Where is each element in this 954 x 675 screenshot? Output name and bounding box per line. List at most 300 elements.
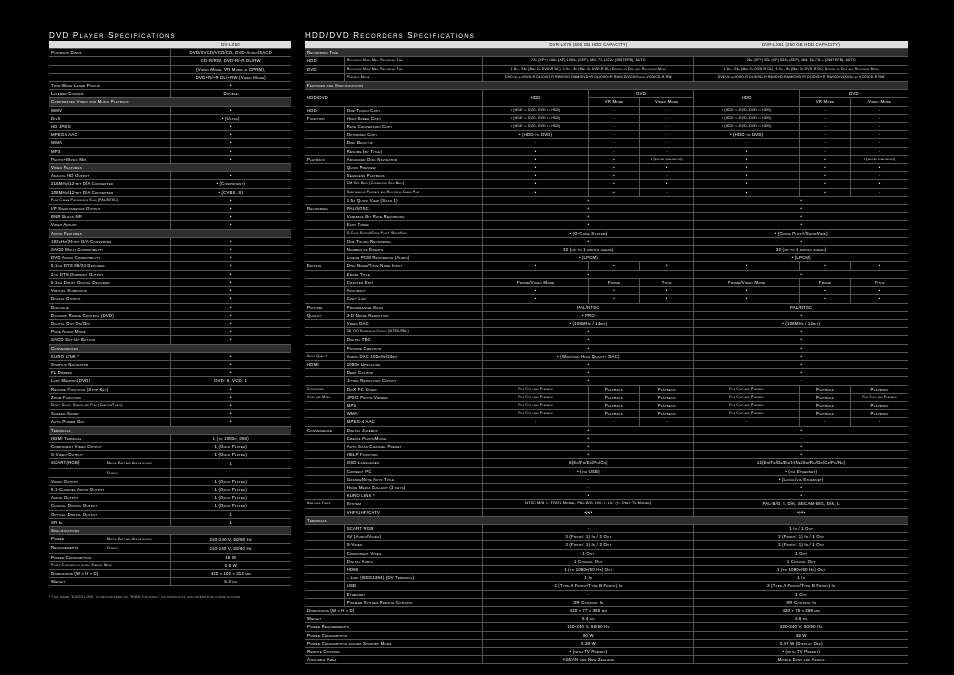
spec-label: Power Consumption during Standby Mode — [49, 561, 170, 569]
spec-value: • — [170, 131, 291, 139]
table-row — [305, 557, 908, 565]
spec-label: Audio Output — [49, 494, 170, 502]
spec-value: • — [483, 434, 694, 442]
spec-value: • — [483, 155, 589, 163]
section-header: Video Features — [49, 164, 291, 172]
spec-label: S-Video Output — [49, 451, 170, 459]
spec-value: • — [694, 196, 908, 204]
feature-label: Dimensions (W x H x D) — [305, 607, 483, 615]
feature-label: AV (Audio/Video) — [344, 533, 483, 541]
table-row — [305, 418, 908, 426]
spec-value: • — [483, 369, 694, 377]
spec-value: - — [799, 114, 850, 122]
col-header-vr: VR Mode — [799, 98, 850, 106]
spec-value: • (HDD to DVD, DVD to HDD) — [694, 123, 800, 131]
spec-value: Playback — [799, 393, 850, 401]
feature-label: Quick Preview — [344, 164, 483, 172]
spec-label-sub: Middle East and Africa models — [106, 537, 153, 542]
spec-label: Component Video Output — [49, 442, 170, 450]
table-row — [49, 578, 291, 586]
spec-value: • (with TV Preset) — [694, 648, 908, 656]
spec-value: • — [588, 155, 639, 163]
col-header-hdd: HDD — [694, 90, 800, 106]
group-label — [305, 295, 344, 303]
spec-value: • — [588, 180, 639, 188]
spec-value: • — [694, 270, 908, 278]
table-row — [49, 319, 291, 327]
table-row — [49, 205, 291, 213]
table-row — [305, 172, 908, 180]
spec-value: • — [483, 180, 589, 188]
spec-label: HDMI Terminal — [49, 434, 170, 442]
spec-value: • — [483, 172, 589, 180]
spec-value: - — [588, 114, 639, 122]
spec-value: - — [588, 131, 639, 139]
feature-label: HELP Function — [344, 451, 483, 459]
spec-value: - — [851, 172, 908, 180]
spec-value: • — [483, 328, 694, 336]
table-row — [49, 459, 291, 468]
spec-value: 1 (Gold Plated) — [170, 502, 291, 510]
table-row — [305, 377, 908, 385]
spec-value: • — [694, 287, 800, 295]
feature-label: Home Media Gallery (3 keys) — [344, 483, 483, 491]
table-row — [49, 155, 291, 163]
group-label — [305, 237, 344, 245]
table-row — [49, 106, 291, 114]
group-label — [305, 549, 344, 557]
col-header-hdd: HDD — [483, 90, 589, 106]
spec-value: 1 Out — [694, 549, 908, 557]
table-row — [305, 352, 908, 360]
group-label — [305, 377, 344, 385]
spec-value — [170, 468, 291, 477]
spec-value: • — [483, 442, 694, 450]
feature-label: Audio DAC 192kHz/24bit — [344, 352, 483, 360]
table-row — [305, 131, 908, 139]
table-row — [49, 385, 291, 393]
spec-value: • — [170, 336, 291, 344]
feature-label: Linear PCM Recording (Audio) — [344, 254, 483, 262]
spec-value: • — [851, 164, 908, 172]
dvd-player-spec-table — [49, 41, 291, 586]
table-row — [305, 451, 908, 459]
spec-value: • — [694, 426, 908, 434]
spec-value: • — [170, 270, 291, 278]
spec-value: • — [799, 180, 850, 188]
group-label: Function — [305, 114, 344, 122]
table-row — [49, 172, 291, 180]
table-row — [305, 369, 908, 377]
group-label: Compressed — [305, 385, 344, 393]
table-row — [305, 221, 908, 229]
spec-value: Playback — [588, 385, 639, 393]
feature-label: Ethernet — [344, 590, 483, 598]
feature-label: Weight — [305, 615, 483, 623]
spec-value: - — [483, 590, 694, 598]
spec-value: • — [694, 352, 908, 360]
spec-value: 6.4 kg — [483, 615, 694, 623]
feature-label: MPEG-4 AAC — [344, 418, 483, 426]
spec-value: 2 (Front: 1) In / 1 Out — [694, 541, 908, 549]
spec-value: • — [694, 328, 908, 336]
spec-value: • — [588, 172, 639, 180]
col-header-video: Video Mode — [640, 98, 694, 106]
spec-value: - — [799, 139, 850, 147]
table-row — [49, 352, 291, 360]
feature-label: Available Area — [305, 656, 483, 664]
table-row — [49, 90, 291, 98]
table-row — [49, 41, 291, 49]
spec-value: 1 (Gold Plated) — [170, 451, 291, 459]
spec-value: • — [483, 295, 589, 303]
spec-value: - — [694, 434, 908, 442]
spec-value: • (108MHz / 14bit) — [483, 319, 694, 327]
group-label — [305, 508, 344, 516]
spec-value: Playback — [640, 385, 694, 393]
table-row — [305, 508, 908, 516]
spec-value: • — [483, 205, 694, 213]
spec-value: • — [170, 385, 291, 393]
spec-value: 5(En/Fr/Es/Po/Ch) — [483, 459, 694, 467]
feature-label: JPEG Photo Viewer — [344, 393, 483, 401]
feature-label: Auto Scan Channel Preset — [344, 442, 483, 450]
spec-label: WMV — [49, 106, 170, 114]
spec-value: • — [483, 377, 694, 385]
feature-label: Erase Title — [344, 270, 483, 278]
feature-label: S-Video — [344, 541, 483, 549]
spec-value: PAL/NTSC — [483, 303, 694, 311]
spec-value: • — [694, 205, 908, 213]
feature-label: Disc Back-up — [344, 139, 483, 147]
spec-value: 0.6 W — [170, 561, 291, 569]
feature-label: Recording Mode Max. Recording Time — [344, 65, 483, 73]
group-label: HDD/DVD — [305, 90, 483, 106]
group-label — [305, 246, 344, 254]
group-label: Audio Quality — [305, 352, 344, 360]
table-row — [305, 114, 908, 122]
table-row — [49, 401, 291, 409]
feature-label: Power Requirements — [305, 623, 483, 631]
section-header: Recording Time — [305, 49, 908, 57]
table-row — [305, 541, 908, 549]
dvd-player-title: DVD Player Specifications — [49, 31, 176, 40]
table-row — [305, 500, 908, 508]
table-row — [49, 65, 291, 73]
spec-value: 1 Out — [483, 549, 694, 557]
spec-value: - — [588, 147, 639, 155]
spec-value: • — [170, 319, 291, 327]
table-row — [49, 188, 291, 196]
table-row — [49, 196, 291, 204]
spec-label: 2ch DTS Downmix Output — [49, 270, 170, 278]
table-row — [305, 82, 908, 90]
table-row — [305, 155, 908, 163]
table-row — [49, 114, 291, 122]
spec-value: Playback — [588, 393, 639, 401]
spec-value: 1 (to 1080p, 050) — [170, 434, 291, 442]
spec-value: • — [588, 188, 639, 196]
spec-value: • — [170, 221, 291, 229]
table-row — [305, 574, 908, 582]
spec-value: 1 Out — [694, 590, 908, 598]
table-row — [49, 213, 291, 221]
group-label — [305, 221, 344, 229]
table-row — [305, 516, 908, 524]
spec-label-sub: Middle East and Africa models — [106, 461, 153, 466]
group-label: HDD — [305, 106, 344, 114]
table-row — [305, 180, 908, 188]
spec-value: DVD: 5, VCD: 1 — [170, 377, 291, 385]
spec-value: • (via Ethernet) — [694, 467, 908, 475]
table-row — [49, 434, 291, 442]
spec-label: SACD Multi Compatibility — [49, 246, 170, 254]
spec-value: SR Control In — [483, 598, 694, 606]
spec-value: Playback — [851, 410, 908, 418]
spec-value: - — [694, 139, 800, 147]
spec-value: - — [483, 483, 694, 491]
spec-value: - — [588, 123, 639, 131]
feature-label: Chapter Edit — [344, 278, 483, 286]
group-label — [305, 434, 344, 442]
spec-value: - — [588, 418, 639, 426]
table-row — [305, 237, 908, 245]
table-row — [305, 360, 908, 368]
table-row — [49, 237, 291, 245]
feature-label: Advanced Disc Navigator — [344, 155, 483, 163]
spec-value: Playback — [851, 401, 908, 409]
feature-label: Deep Colour — [344, 369, 483, 377]
spec-value: 2 (Type A Front/Type B Front) In — [483, 582, 694, 590]
feature-label: GrandeNote Auto Title — [344, 475, 483, 483]
table-row — [305, 434, 908, 442]
spec-value: Playback — [640, 393, 694, 401]
spec-value: • — [640, 287, 694, 295]
spec-label: Analog HD Output — [49, 172, 170, 180]
spec-value: • (HDD to DVD) — [483, 131, 589, 139]
group-label — [305, 172, 344, 180]
spec-value: • — [694, 180, 800, 188]
feature-label: KURO LINK * — [344, 492, 483, 500]
spec-value: Playback — [640, 410, 694, 418]
table-row — [49, 278, 291, 286]
spec-value: 50 W — [483, 631, 694, 639]
table-row — [305, 106, 908, 114]
spec-value: - — [799, 106, 850, 114]
spec-value: 2 (Front: 1) In / 1 Out — [694, 533, 908, 541]
spec-value: • — [851, 295, 908, 303]
col-header-vr: VR Mode — [588, 98, 639, 106]
feature-label: CM Skip Back (Commercial Skip Back) — [344, 180, 483, 188]
spec-value: - — [851, 123, 908, 131]
group-label: Quality — [305, 311, 344, 319]
spec-value: 110-240 V, 50/60 Hz — [483, 623, 694, 631]
spec-value: 1.8h - 24h (Max 2h DVD-R DL), 1.0h - 8h (Max 3h DVD-R DL) Depend on Disc and Recording Mode — [694, 65, 908, 73]
spec-label: DivX — [49, 114, 170, 122]
group-label — [305, 369, 344, 377]
spec-value: • — [588, 164, 639, 172]
group-label — [305, 139, 344, 147]
group-label — [305, 73, 344, 81]
spec-value: 32 (up to 1 month ahead) — [483, 246, 694, 254]
spec-value: 1.8h - 24h (Max 2h DVD-R DL), 1.0h - 8h (Max 3h DVD-R DL) Depend on Disc and Recording Mode — [483, 65, 694, 73]
spec-label — [49, 468, 170, 477]
spec-value: • — [483, 426, 694, 434]
feature-label: HDMI — [344, 566, 483, 574]
group-label — [305, 196, 344, 204]
group-label: HDMI — [305, 360, 344, 368]
table-row — [305, 123, 908, 131]
table-row — [305, 270, 908, 278]
recorder-spec-table — [305, 41, 908, 664]
group-label — [305, 180, 344, 188]
spec-value: 420 x 75 x 288 mm — [694, 607, 908, 615]
spec-value: • — [170, 172, 291, 180]
spec-value: • — [483, 287, 589, 295]
table-row — [305, 615, 908, 623]
table-row — [305, 213, 908, 221]
table-row — [305, 344, 908, 352]
spec-label: HD JPEG — [49, 123, 170, 131]
spec-value: 1 Coaxial Out — [483, 557, 694, 565]
spec-value: • — [170, 82, 291, 90]
table-row — [49, 510, 291, 518]
spec-value: • — [170, 147, 291, 155]
spec-value: • — [799, 172, 850, 180]
spec-value: - — [588, 106, 639, 114]
table-row — [305, 631, 908, 639]
group-label — [305, 524, 344, 532]
feature-label: High-Speed Copy — [344, 114, 483, 122]
spec-value: 3 (Front: 1) In / 2 Out — [483, 541, 694, 549]
group-label: Playback — [305, 155, 344, 163]
spec-value: • — [694, 213, 908, 221]
spec-value: • — [640, 295, 694, 303]
group-label: Editing — [305, 262, 344, 270]
spec-value: 32 (up to 1 month ahead) — [694, 246, 908, 254]
spec-value: • — [170, 401, 291, 409]
table-row — [49, 328, 291, 336]
spec-value: • (Local/via Ethernet) — [694, 475, 908, 483]
table-row — [49, 73, 291, 81]
spec-label: Resume Function (Stop Key) — [49, 385, 170, 393]
spec-label: Playback Discs — [49, 49, 170, 57]
spec-label: 5.1ch DTS 96/24 Decoder — [49, 262, 170, 270]
spec-value: - — [483, 418, 589, 426]
feature-label: Easy Timer — [344, 221, 483, 229]
spec-value: File Copy and Playback — [694, 401, 800, 409]
spec-value: • — [483, 213, 694, 221]
spec-value: • — [170, 262, 291, 270]
group-label: Video and Music — [305, 393, 344, 401]
section-header: Compressed Video and Music Playback — [49, 98, 291, 106]
spec-value: DVD-Video/DVD-R DL/DVD-R RW/DVD-RAM/DVD+R DL/DVD+R RW/CD/VCD/Super VCD/CD-R RW — [483, 73, 694, 81]
group-label — [305, 541, 344, 549]
table-row — [305, 590, 908, 598]
feature-label: Accuracy — [344, 287, 483, 295]
spec-value: • — [694, 442, 908, 450]
table-row — [305, 73, 908, 81]
feature-label: Seamless Playback — [344, 172, 483, 180]
table-row — [49, 526, 291, 534]
spec-value: - — [694, 377, 908, 385]
spec-value: 1 — [170, 510, 291, 518]
feature-label: Jitter Reduction Circuit — [344, 377, 483, 385]
spec-value: ASEAN and New Zealand — [483, 656, 694, 664]
table-row — [49, 426, 291, 434]
table-row — [49, 553, 291, 561]
spec-value: • — [170, 287, 291, 295]
table-row — [305, 49, 908, 57]
spec-value: • PRO — [483, 311, 694, 319]
table-row — [305, 164, 908, 172]
col-header-video: Video Mode — [851, 98, 908, 106]
table-row — [49, 270, 291, 278]
feature-label: Variable Bit Rate Recording — [344, 213, 483, 221]
table-row — [305, 319, 908, 327]
spec-value: • — [588, 262, 639, 270]
spec-value: 26h (XP+) 53h (XP) 533h (SEP), MN: 36-711 h (256TEPB), AUTO — [694, 57, 908, 65]
spec-value: • — [694, 188, 800, 196]
feature-label: PAL/NTSC — [344, 205, 483, 213]
spec-value: • (via USB) — [483, 467, 694, 475]
spec-value: • — [483, 360, 694, 368]
spec-label-main: Requirements — [51, 545, 79, 551]
table-row — [49, 229, 291, 237]
table-row — [49, 221, 291, 229]
spec-value: • — [483, 262, 589, 270]
table-row — [305, 475, 908, 483]
spec-value: - — [640, 418, 694, 426]
spec-value: • — [694, 172, 800, 180]
spec-value: 220-240 V, 50/60 Hz — [170, 535, 291, 544]
spec-value: • — [170, 295, 291, 303]
spec-value: Playback — [799, 385, 850, 393]
spec-value: • — [694, 155, 800, 163]
table-row — [49, 295, 291, 303]
table-row — [49, 451, 291, 459]
group-label — [305, 459, 344, 467]
group-label: Recording — [305, 205, 344, 213]
spec-value: NTSC M/N <- TFATL Model, PAL-B/G, D/K, I, L/L' (<- Only TL Model) — [483, 500, 694, 508]
group-label — [305, 590, 344, 598]
footnote: * The name "KURO LINK" is recognised as "HDMI Control" on products and operating instructions. — [49, 595, 242, 599]
group-label — [305, 131, 344, 139]
spec-value: • — [170, 352, 291, 360]
spec-value: • (LPCM) — [483, 254, 694, 262]
spec-label: FL Dimmer — [49, 369, 170, 377]
table-row — [49, 344, 291, 352]
spec-value: Frame — [588, 278, 639, 286]
table-row — [305, 303, 908, 311]
feature-label: Power Consumption during Standby Mode — [305, 639, 483, 647]
spec-value: 5.3 kg — [170, 578, 291, 586]
spec-value: SR Control In — [694, 598, 908, 606]
spec-value: Double — [170, 90, 291, 98]
spec-value: • (before finalisation) — [640, 155, 694, 163]
group-label — [305, 492, 344, 500]
spec-value: 1 In / 1 Out — [694, 524, 908, 532]
spec-value: • — [694, 147, 800, 155]
model-header-lx61: DVR-LX61 (250 GB HDD CAPACITY) — [694, 41, 908, 49]
group-label — [305, 401, 344, 409]
spec-value: File Copy and Playback — [483, 385, 589, 393]
feature-label: One Touch Recording — [344, 237, 483, 245]
feature-label: Rate Conversion Copy — [344, 123, 483, 131]
spec-value: 15 W — [170, 553, 291, 561]
table-row — [49, 410, 291, 418]
group-label — [305, 442, 344, 450]
